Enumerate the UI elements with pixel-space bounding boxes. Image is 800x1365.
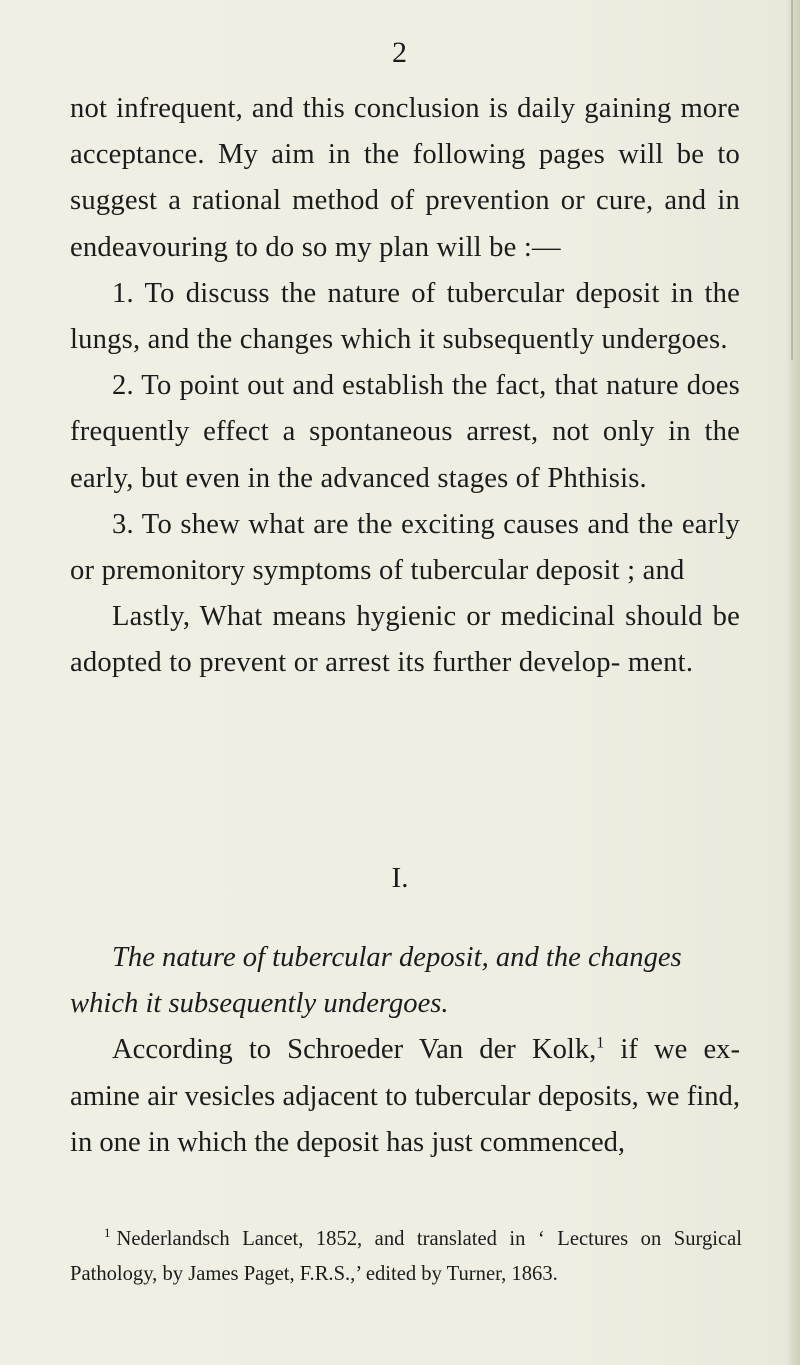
paragraph-intro: not infrequent, and this conclusion is daily gaining more acceptance. My aim in the following pages will be to suggest a rational method of prevention or cure, and in endeavouring to do so my plan will be :— xyxy=(70,93,740,263)
page-number: 2 xyxy=(392,36,408,69)
page-edge-shadow xyxy=(786,0,800,1365)
section-paragraph-text-start: According to Schroeder Van der Kolk, xyxy=(112,1034,597,1066)
paragraph-item-2: 2. To point out and establish the fact, that nature does frequently effect a spontaneous arrest, not only in the early, but even in the advanced stages of Phthisis. xyxy=(70,370,740,494)
footnote-text: Nederlandsch Lancet, 1852, and translated in ‘ Lectures on Surgical Pathology, by James Paget, F.R.S.,’ edited by Turner, 1863. xyxy=(70,1228,742,1285)
footnote xyxy=(70,1222,742,1292)
section-heading: The nature of tubercular deposit, and the changes which it subsequently undergoes. xyxy=(70,942,682,1020)
footnote-mark: 1 xyxy=(104,1225,111,1241)
section-paragraph-text-end: if we ex- amine air vesicles adjacent to tubercular deposits, we find, in one in which the deposit has just commenced, xyxy=(70,1034,740,1158)
section-paragraph xyxy=(70,1027,740,1166)
footnote-reference-mark: 1 xyxy=(596,1034,605,1052)
section-numeral: I. xyxy=(391,862,409,894)
section-block xyxy=(70,935,740,1166)
body-text xyxy=(70,86,740,687)
paragraph-item-3: 3. To shew what are the exciting causes and the early or premonitory symptoms of tubercular deposit ; and xyxy=(70,508,740,587)
paragraph-item-lastly: Lastly, What means hygienic or medicinal should be adopted to prevent or arrest its further develop- ment. xyxy=(70,601,740,679)
paragraph-item-1: 1. To discuss the nature of tubercular deposit in the lungs, and the changes which it subsequently undergoes. xyxy=(70,277,740,356)
